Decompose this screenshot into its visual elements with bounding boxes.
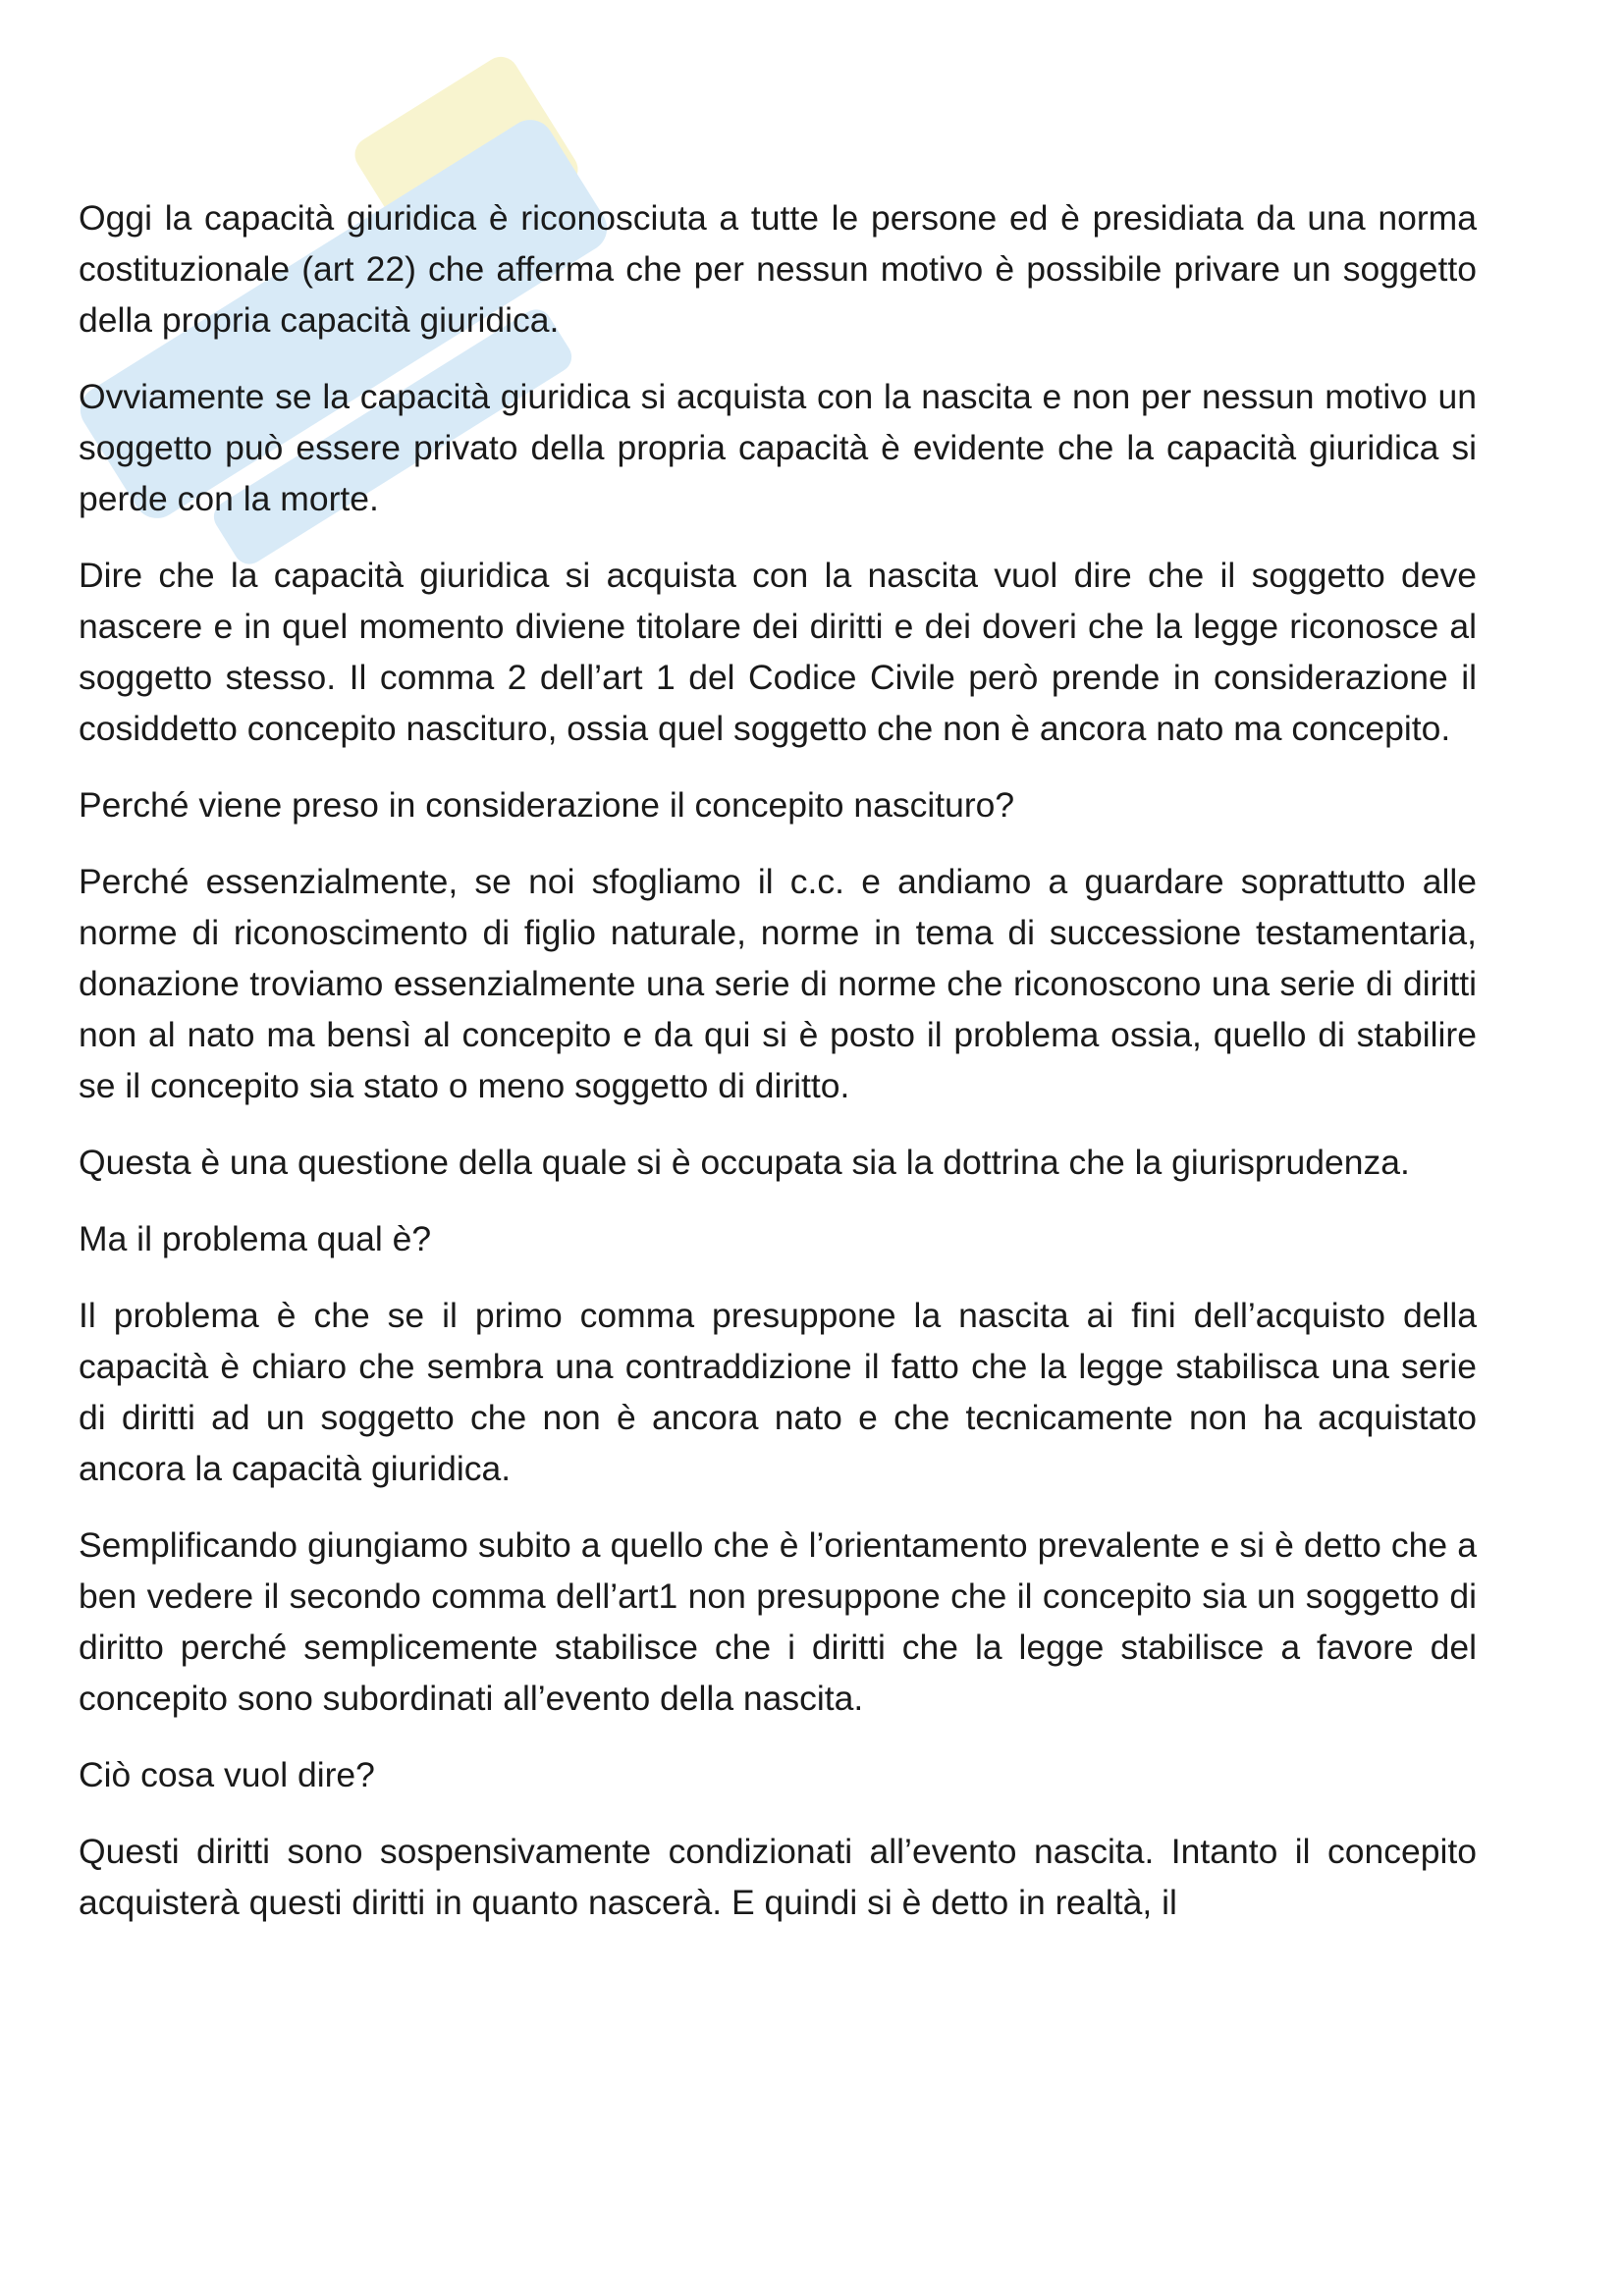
paragraph-4: Perché viene preso in considerazione il concepito nascituro? [79,785,1015,825]
paragraph-9: Semplificando giungiamo subito a quello che è l’orientamento prevalente e si è detto che a ben vedere il secondo comma dell’art1 non presuppone che il concepito sia un soggetto di diritto perché semplicemente stabilisce che i diritti che la legge stabilisce a favore del concepito sono subordinati all’evento della nascita. [79,1525,1477,1718]
document-body [79,192,1477,1953]
paragraph-1: Oggi la capacità giuridica è riconosciuta a tutte le persone ed è presidiata da una norma costituzionale (art 22) che afferma che per nessun motivo è possibile privare un soggetto della propria capacità giuridica. [79,198,1477,340]
paragraph-6: Questa è una questione della quale si è occupata sia la dottrina che la giurisprudenza. [79,1143,1410,1182]
paragraph-10: Ciò cosa vuol dire? [79,1755,375,1794]
paragraph-11: Questi diritti sono sospensivamente condizionati all’evento nascita. Intanto il concepito acquisterà questi diritti in quanto nascerà. E quindi si è detto in realtà, il [79,1832,1477,1922]
paragraph-3: Dire che la capacità giuridica si acquista con la nascita vuol dire che il soggetto deve nascere e in quel momento diviene titolare dei diritti e dei doveri che la legge riconosce al soggetto stesso. Il comma 2 dell’art 1 del Codice Civile però prende in considerazione il cosiddetto concepito nascituro, ossia quel soggetto che non è ancora nato ma concepito. [79,556,1477,748]
paragraph-2: Ovviamente se la capacità giuridica si acquista con la nascita e non per nessun motivo un soggetto può essere privato della propria capacità è evidente che la capacità giuridica si perde con la morte. [79,377,1477,518]
paragraph-8: Il problema è che se il primo comma presuppone la nascita ai fini dell’acquisto della capacità è chiaro che sembra una contraddizione il fatto che la legge stabilisca una serie di diritti ad un soggetto che non è ancora nato e che tecnicamente non ha acquistato ancora la capacità giuridica. [79,1296,1477,1488]
paragraph-7: Ma il problema qual è? [79,1219,432,1258]
paragraph-5: Perché essenzialmente, se noi sfogliamo il c.c. e andiamo a guardare soprattutto alle norme di riconoscimento di figlio naturale, norme in tema di successione testamentaria, donazione troviamo essenzialmente una serie di norme che riconoscono una serie di diritti non al nato ma bensì al concepito e da qui si è posto il problema ossia, quello di stabilire se il concepito sia stato o meno soggetto di diritto. [79,862,1477,1105]
